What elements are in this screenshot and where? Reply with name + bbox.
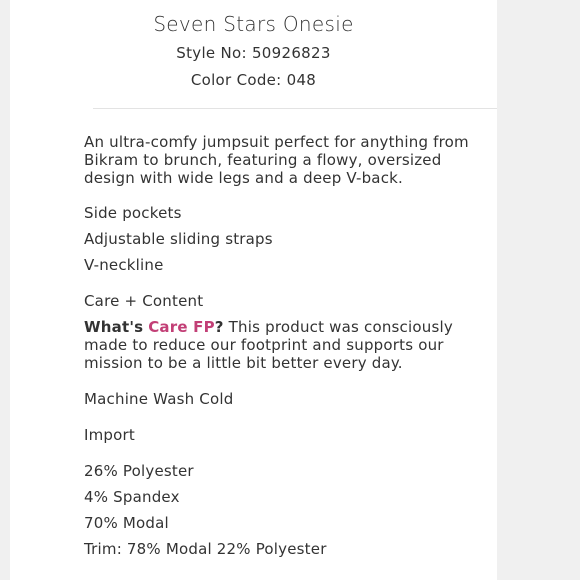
materials-list bbox=[84, 462, 484, 558]
product-description: An ultra-comfy jumpsuit perfect for anything from Bikram to brunch, featuring a flowy, oversized design with wide legs and a deep V-back. bbox=[84, 133, 469, 187]
color-code: Color Code: 048 bbox=[190, 71, 317, 89]
material-item: 26% Polyester bbox=[84, 462, 194, 480]
product-description-section bbox=[84, 133, 484, 558]
wash-instructions: Machine Wash Cold bbox=[84, 390, 234, 408]
feature-item: V-neckline bbox=[84, 256, 164, 274]
style-number: Style No: 50926823 bbox=[176, 44, 331, 62]
question-mark: ? bbox=[214, 318, 224, 336]
feature-item: Adjustable sliding straps bbox=[84, 230, 273, 248]
care-fp-text: This product was consciously made to reduce our footprint and supports our mission to be a little bit better every day. bbox=[84, 318, 453, 372]
origin: Import bbox=[84, 426, 135, 444]
material-item: Trim: 78% Modal 22% Polyester bbox=[84, 540, 327, 558]
header-divider bbox=[93, 108, 497, 109]
care-fp-statement bbox=[84, 318, 484, 372]
feature-item: Side pockets bbox=[84, 204, 182, 222]
care-content-heading: Care + Content bbox=[84, 292, 204, 310]
feature-list bbox=[84, 204, 484, 274]
material-item: 4% Spandex bbox=[84, 488, 180, 506]
product-title: Seven Stars Onesie bbox=[153, 12, 354, 36]
material-item: 70% Modal bbox=[84, 514, 169, 532]
care-fp-link[interactable]: Care FP bbox=[148, 318, 215, 336]
whats-label: What's bbox=[84, 318, 144, 336]
